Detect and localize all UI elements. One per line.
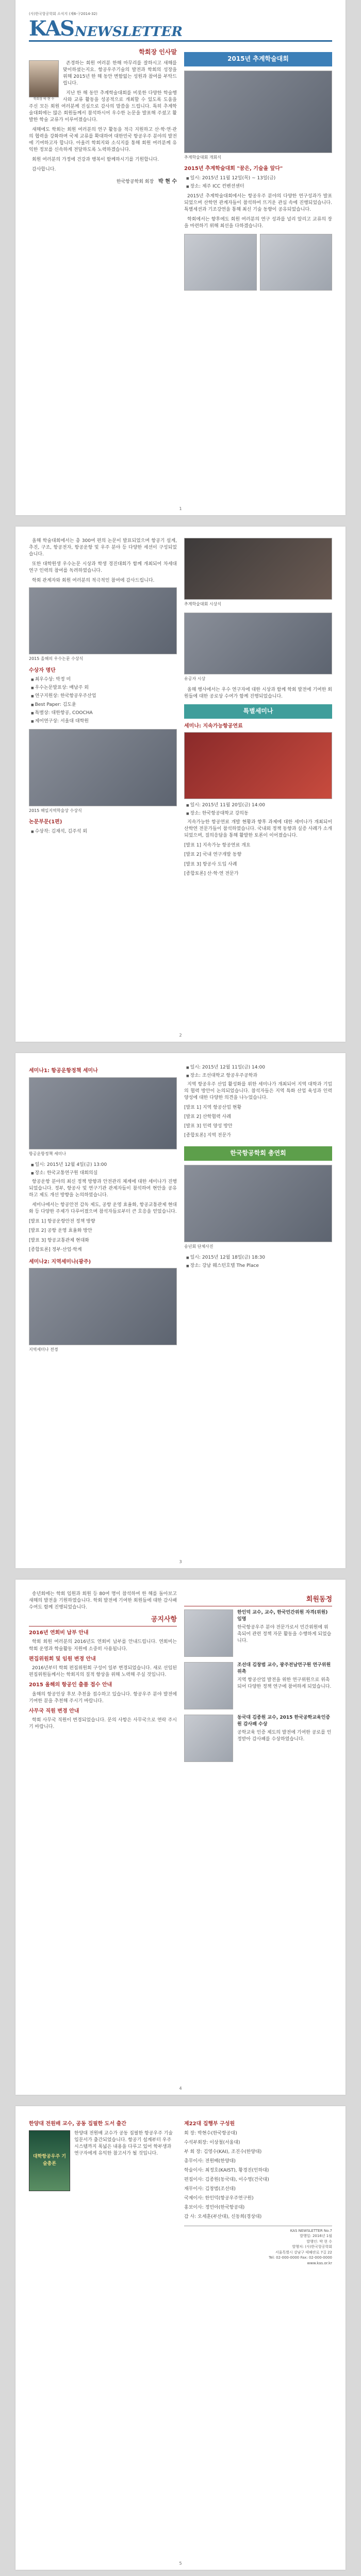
member-news-text: 공학교육 인증 제도의 발전에 기여한 공로를 인정받아 감사패를 수상하였습니다. [237, 1730, 332, 1742]
page3-right-column [184, 1064, 332, 1358]
seminar2-venue: ■ 장소: 조선대학교 항공우주공학과 [186, 1073, 332, 1079]
special-seminar-banner: 특별세미나 [184, 704, 332, 718]
board-member: 편집이사: 김종원(동국대), 이수영(건국대) [184, 2177, 269, 2182]
footer-line: 발행인: 박 현 수 [306, 2239, 332, 2244]
board-member: 재무이사: 김창범(조선대) [184, 2186, 236, 2192]
winner-item: ■ 우수논문발표상: 배남주 외 [31, 685, 177, 691]
seminar2-caption: 지역세미나 전경 [29, 1347, 58, 1352]
seminar-paragraph: 지속가능한 항공연료 개발 현황과 향후 과제에 대한 세미나가 개최되어 산학연 전문가들이 참석하였습니다. 국내외 정책 동향과 실증 사례가 소개되었으며, 질의응답을 통해 활발한 토론이 이어졌습니다. [184, 820, 332, 839]
seminar2-program-item: [발표 1] 지역 항공산업 현황 [184, 1105, 242, 1111]
year-end-paragraph: 송년회에는 학회 임원과 회원 등 80여 명이 참석하여 한 해를 돌아보고 새해의 발전을 기원하였습니다. 학회 발전에 기여한 회원들에 대한 감사패 수여도 함께 진행되었습니다. [29, 1591, 177, 1611]
seminar2-title: 세미나2: 지역세미나(광주) [29, 1259, 91, 1265]
masthead-kas: KAS [29, 16, 74, 41]
footer-line: 발행처: (사)한국항공학회 [292, 2245, 332, 2249]
seminar1-paragraph: 세미나에서는 항공안전 감독 제도, 공항 운영 효율화, 항공교통관제 현대화 등 다양한 주제가 다루어졌으며 참석자들로부터 큰 호응을 얻었습니다. [29, 1202, 177, 1215]
publication-info [184, 2226, 332, 2266]
page-5 [15, 2106, 346, 2570]
page5-left-column [29, 2117, 177, 2266]
footer-line: KAS NEWSLETTER No.7 [290, 2228, 332, 2233]
winner-item: ■ 연구지원상: 한국항공우주산업 [31, 693, 177, 700]
awards-paragraph: 또한 대학원생 우수논문 시상과 학생 경진대회가 함께 개최되어 차세대 연구 인력의 참여를 독려하였습니다. [29, 562, 177, 574]
signoff [29, 178, 177, 186]
seminar1-program-item: [종합토론] 정부·산업·학계 [29, 1247, 82, 1252]
seminar2-date: ■ 일시: 2015년 12월 11일(금) 14:00 [186, 1064, 332, 1071]
member-news-text: 한국항공우주 분야 전문가로서 민간위원에 위촉되어 관련 정책 자문 활동을 수행하게 되었습니다. [237, 1624, 332, 1644]
conference-photo [184, 71, 332, 153]
board-member: 홍보이사: 정민아(한국항공대) [184, 2205, 245, 2210]
page-1 [15, 0, 346, 515]
signoff-name: 박 현 수 [158, 179, 177, 185]
year-end-banner: 한국항공학회 총연회 [184, 1146, 332, 1160]
seminar-program-item: [발표 3] 항공사 도입 사례 [184, 861, 237, 867]
board-member: 부 회 장: 김영수(KAI), 조진수(한양대) [184, 2149, 262, 2155]
member-news-item [184, 1609, 332, 1657]
member-news-item [184, 1662, 332, 1709]
member-news-title: 동국대 김종원 교수, 2015 한국공학교육인증원 감사패 수상 [237, 1715, 331, 1727]
board-member: 국제이사: 한인덕(항공우주연구원) [184, 2195, 254, 2201]
conference-caption: 추계학술대회 개회식 [184, 155, 222, 160]
book-cover [29, 2130, 70, 2191]
notice-text: 학회 회원 여러분의 2016년도 연회비 납부를 안내드립니다. 연회비는 학회 운영과 학술활동 지원에 소중히 사용됩니다. [29, 1639, 177, 1652]
footer-line: 발행일: 2016년 1월 [300, 2234, 332, 2239]
paper-award-text: ■ 수상작: 김재석, 김주석 외 [31, 828, 177, 835]
page-number: 1 [179, 506, 182, 512]
closing-text: 감사합니다. [32, 167, 56, 173]
year-end-caption: 송년회 단체사진 [184, 1244, 214, 1249]
year-end-venue: ■ 장소: 강남 웨스턴호텔 The Place [186, 1263, 332, 1269]
page-3 [15, 1053, 346, 1568]
seminar2-photo [29, 1268, 177, 1345]
ceremony-caption: 추계학술대회 시상식 [184, 602, 222, 606]
awards-caption: 2015 올해의 우수논문 수상식 [29, 656, 84, 662]
page5-right-column [184, 2117, 332, 2266]
greeting-column [29, 48, 177, 291]
seminar2-program-item: [발표 2] 산학협력 사례 [184, 1114, 231, 1120]
member-news-title: 한인덕 교수, 교수, 한국민간위원 자격(위원) 임명 [237, 1609, 328, 1622]
book-news-title: 한양대 전원배 교수, 공동 집필한 도서 출간 [29, 2121, 126, 2127]
page4-right-column [184, 1591, 332, 1767]
regional-award-caption: 2015 해일지역학술상 수상식 [29, 808, 82, 813]
book-title: 대학항공우주 기술총론 [33, 2154, 66, 2166]
member-photo [184, 1662, 233, 1709]
page-number: 5 [179, 2561, 182, 2566]
regional-award-photo [29, 729, 177, 806]
board-member: 회 장: 박현수(한국항공대) [184, 2130, 237, 2136]
footer-link[interactable]: www.kas.or.kr [307, 2261, 332, 2265]
page2-right-column [184, 538, 332, 880]
book-text: 한양대 전원배 교수가 공동 집필한 항공우주 기술 입문서가 출간되었습니다. 항공기 설계부터 우주 시스템까지 폭넓은 내용을 다루고 있어 학부생과 연구자에게 유익한 참고서가 될 것입니다. [74, 2130, 173, 2156]
awards-paragraph: 올해 학술대회에서는 총 300여 편의 논문이 발표되었으며 항공기 설계, 추진, 구조, 항공전자, 항공운항 및 우주 분야 등 다양한 세션이 구성되었습니다. [29, 538, 177, 557]
member-photo [184, 1715, 233, 1762]
board-member: 총무이사: 전원배(한양대) [184, 2158, 236, 2164]
greeting-paragraph: 회원 여러분의 가정에 건강과 행복이 함께하시기를 기원합니다. [32, 157, 159, 163]
page-4 [15, 1580, 346, 2095]
seminar2-paragraph: 지역 항공우주 산업 활성화를 위한 세미나가 개최되어 지역 대학과 기업의 협력 방안이 논의되었습니다. 참석자들은 지역 특화 산업 육성과 인력 양성에 대한 다양한 의견을 나누었습니다. [184, 1082, 332, 1101]
page-number: 3 [179, 1560, 182, 1565]
signoff-org: 한국항공학회 회장 [116, 179, 154, 185]
contributor-caption: 유공자 시상 [184, 676, 206, 681]
member-photo [184, 1609, 233, 1657]
winner-item: ■ Best Paper: 김도윤 [31, 702, 177, 708]
seminar-venue: ■ 장소: 한국항공대학교 강의동 [186, 810, 332, 817]
conference-banner: 2015년 추계학술대회 [184, 52, 332, 66]
page-number: 4 [179, 2086, 182, 2091]
page-number: 2 [179, 1033, 182, 1038]
conference-subtitle: 2015년 추계학술대회 "꿈은, 기술을 앞다" [184, 166, 283, 172]
seminar1-program-item: [발표 2] 공항 운영 효율화 방안 [29, 1228, 92, 1234]
notice-text: 2016년부터 학회 편집위원회 구성이 일부 변경되었습니다. 새로 선임된 편집위원들께서는 학회지의 질적 향상을 위해 노력해 주실 것입니다. [29, 1666, 177, 1678]
conference-photo-small [184, 234, 257, 291]
greeting-title: 학회장 인사말 [139, 48, 177, 56]
seminar-program-item: [발표 2] 국내 연구개발 동향 [184, 852, 242, 858]
paper-award-title: 논문부문(1편) [29, 819, 62, 825]
seminar2-program-item: [발표 3] 인력 양성 방안 [184, 1124, 233, 1129]
member-news-item [184, 1715, 332, 1762]
member-news-text: 지역 항공산업 발전을 위한 연구위원으로 위촉되어 다양한 정책 연구에 참여하게 되었습니다. [237, 1677, 332, 1689]
masthead [29, 16, 332, 42]
notice-title: 사무국 직원 변경 안내 [29, 1708, 79, 1714]
seminar-program-item: [발표 1] 지속가능 항공연료 개요 [184, 843, 251, 849]
conference-paragraph: 학회에서는 향후에도 회원 여러분의 연구 성과를 널리 알리고 교류의 장을 마련하기 위해 최선을 다하겠습니다. [184, 216, 332, 229]
portrait-caption: 학회장 박 현 수 [33, 97, 55, 101]
greeting-paragraph: 새해에도 학회는 회원 여러분의 연구 활동을 적극 지원하고 산·학·연·관의 협력을 강화하며 국제 교류를 확대하여 대한민국 항공우주 분야의 발전에 기여하고자 합니다. 아울러 학회지와 소식지를 통해 회원 여러분께 유익한 정보를 신속하게 전달하도록 노력하겠습니다. [29, 127, 177, 153]
winner-item: ■ 최우수상: 박정 미 [31, 676, 177, 683]
greeting-paragraph: 지난 한 해 동안 추계학술대회를 비롯한 다양한 학술행사와 교류 활동을 성공적으로 개최할 수 있도록 도움을 주신 모든 회원 여러분께 진심으로 감사의 말씀을 드립니다. 특히 추계학술대회에는 많은 회원들께서 참석하시어 우수한 논문을 발표해 주셨고 활발한 학술 교류가 이루어졌습니다. [29, 90, 177, 123]
book-news-item [29, 2130, 177, 2191]
greeting-paragraph: 존경하는 회원 여러분 한해 마무리를 잘하시고 새해를 맞이하셨는지요. 항공우주기술의 발전과 학회의 성장을 위해 2015년 한 해 동안 변함없는 성원과 참여를 부탁드립니다. [63, 60, 177, 86]
conference-paragraph: 2015년 추계학술대회에서는 항공우주 분야의 다양한 연구성과가 발표되었으며 산학연 관계자들이 참석하여 뜨거운 관심 속에 진행되었습니다. 특별세션과 기조강연을 통해 최신 기술 동향이 공유되었습니다. [184, 193, 332, 212]
year-end-photo [184, 1165, 332, 1242]
seminar-title: 세미나: 지속가능항공연료 [184, 723, 243, 729]
conference-date: ■ 일시: 2015년 11월 12일(목) ~ 13일(금) [186, 175, 332, 182]
notice-text: 학회 사무국 직원이 변경되었습니다. 문의 사항은 사무국으로 연락 주시기 바랍니다. [29, 1718, 177, 1730]
page4-left-column [29, 1591, 177, 1767]
member-news-title: 조선대 김창범 교수, 광주전남연구원 연구위원 위촉 [237, 1662, 331, 1674]
board-title: 제22대 집행부 구성원 [184, 2121, 235, 2127]
board-member: 학술이사: 최정호(KAIST), 황경진(인하대) [184, 2167, 269, 2173]
seminar1-date: ■ 일시: 2015년 12월 4일(금) 13:00 [31, 1162, 177, 1168]
notice-title: 2015 올해의 항공인 출품 접수 안내 [29, 1682, 112, 1688]
notice-title: 2016년 연회비 납부 안내 [29, 1630, 89, 1636]
seminar-date: ■ 일시: 2015년 11월 20일(금) 14:00 [186, 802, 332, 809]
president-portrait [29, 60, 59, 97]
notice-title: 편집위원회 및 임원 변경 안내 [29, 1656, 96, 1662]
seminar1-program-item: [발표 1] 항공운항안전 정책 방향 [29, 1219, 95, 1225]
seminar1-caption: 항공운항정책 세미나 [29, 1151, 67, 1156]
seminar1-photo [29, 1077, 177, 1149]
awards-paragraph: 학회 관계자와 회원 여러분의 적극적인 참여에 감사드립니다. [32, 578, 155, 584]
seminar-program-item: [종합토론] 산·학·연 전문가 [184, 871, 239, 876]
awards-photo [29, 587, 177, 654]
year-end-date: ■ 일시: 2015년 12월 18일(금) 18:30 [186, 1255, 332, 1261]
ceremony-paragraph: 올해 행사에서는 우수 연구자에 대한 시상과 함께 학회 발전에 기여한 회원들에 대한 공로상 수여가 함께 진행되었습니다. [184, 687, 332, 700]
seminar2-program-item: [종합토론] 지역 전문가 [184, 1133, 231, 1139]
seminar1-paragraph: 항공운항 분야의 최신 정책 방향과 안전관리 체계에 대한 세미나가 진행되었습니다. 정부, 항공사 및 연구기관 관계자들이 참석하여 현안을 공유하고 제도 개선 방향을 논의하였습니다. [29, 1179, 177, 1198]
seminar1-program-item: [발표 3] 항공교통관제 현대화 [29, 1238, 89, 1243]
page3-left-column [29, 1064, 177, 1358]
board-member: 수석부회장: 이상철(서울대) [184, 2140, 240, 2145]
header-line: (사)한국항공학회 소식지 (제6-구2014-32) [29, 12, 97, 16]
conference-photo-small [260, 234, 333, 291]
contributor-photo [184, 613, 332, 674]
page2-left-column [29, 538, 177, 880]
footer-line: Tel: 02-000-0000 Fax: 02-000-0000 [269, 2256, 332, 2260]
ceremony-photo [184, 538, 332, 600]
seminar-photo [184, 732, 332, 799]
conference-column [184, 48, 332, 291]
notice-text: 올해의 항공인상 후보 추천을 접수하고 있습니다. 항공우주 분야 발전에 기여한 분을 추천해 주시기 바랍니다. [29, 1691, 177, 1704]
conference-venue: ■ 장소: 제주 ICC 컨벤션센터 [186, 183, 332, 190]
page-2 [15, 527, 346, 1042]
winners-title: 수상자 명단 [29, 667, 56, 673]
members-section-title: 회원동정 [184, 1595, 332, 1606]
seminar1-venue: ■ 장소: 한국교통연구원 대회의실 [31, 1170, 177, 1177]
seminar1-title: 세미나1: 항공운항정책 세미나 [29, 1068, 98, 1074]
winner-item: ■ 제어연구상: 서울대 대학원 [31, 718, 177, 725]
winner-item: ■ 특별상: 대한항공, COOCHA [31, 710, 177, 717]
notice-section-title: 공지사항 [29, 1615, 177, 1626]
masthead-newsletter: NEWSLETTER [75, 24, 183, 40]
footer-line: 서울특별시 강남구 테헤란로 7길 22 [275, 2250, 332, 2255]
board-member: 감 사: 오세훈(부산대), 신동희(경상대) [184, 2214, 262, 2219]
